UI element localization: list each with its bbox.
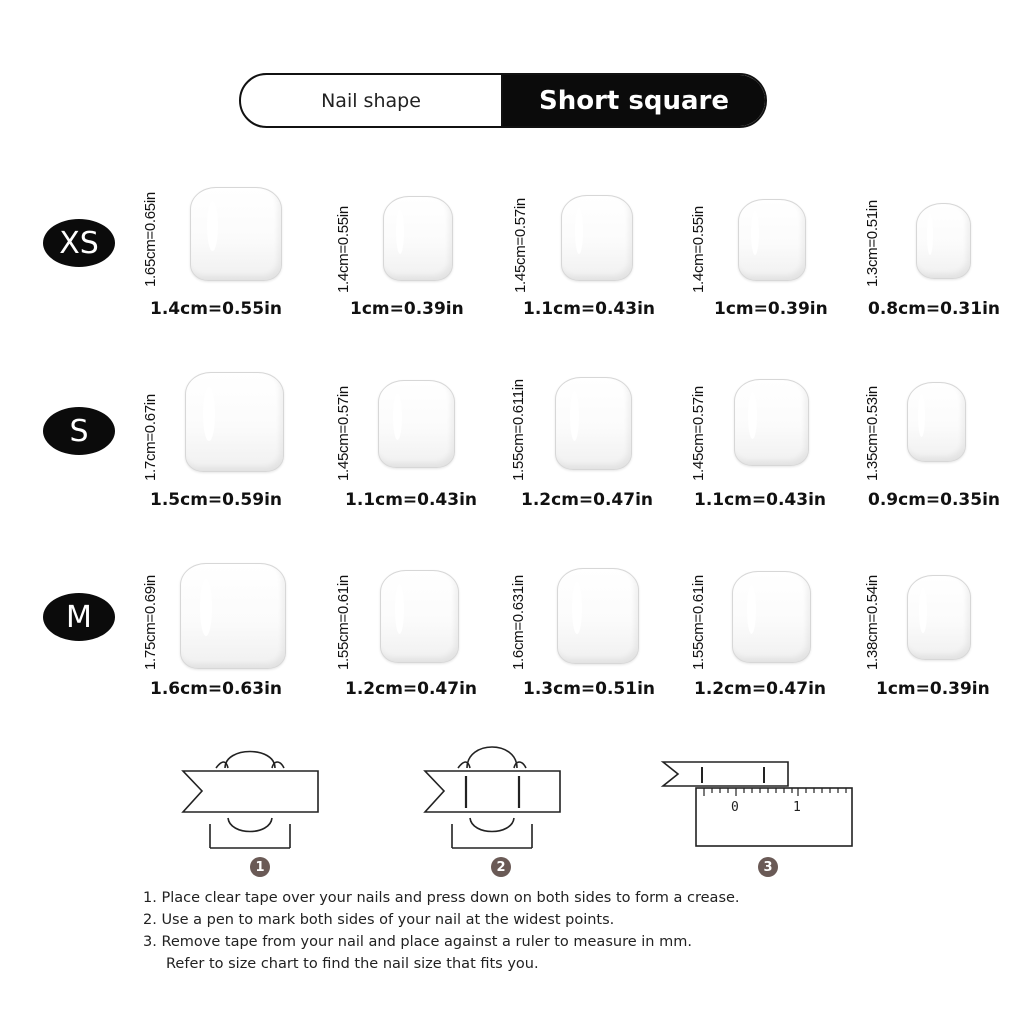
nail-tip — [190, 187, 282, 281]
nail-length-label: 1.45cm=0.57in — [335, 386, 352, 481]
nail-tip — [380, 570, 459, 663]
nail-length-label: 1.38cm=0.54in — [864, 575, 881, 670]
nail-length-label: 1.45cm=0.57in — [690, 386, 707, 481]
ruler-label-1: 1 — [793, 800, 801, 815]
instruction-line-4: Refer to size chart to find the nail size that fits you. — [166, 956, 539, 972]
nail-tip — [732, 571, 811, 663]
nail-tip — [185, 372, 284, 472]
nail-tip — [561, 195, 633, 281]
nail-width-label: 1.3cm=0.51in — [523, 679, 656, 699]
step-1-diagram — [180, 738, 325, 850]
nail-length-label: 1.4cm=0.55in — [690, 206, 707, 293]
instruction-line-3: 3. Remove tape from your nail and place against a ruler to measure in mm. — [143, 934, 692, 950]
nail-width-label: 1.4cm=0.55in — [150, 299, 283, 319]
nail-width-label: 1cm=0.39in — [876, 679, 990, 699]
nail-length-label: 1.3cm=0.51in — [864, 200, 881, 287]
nail-width-label: 0.9cm=0.35in — [868, 490, 1001, 510]
nail-width-label: 1cm=0.39in — [714, 299, 828, 319]
nail-shape-value: Short square — [503, 75, 765, 126]
nail-length-label: 1.55cm=0.61in — [335, 575, 352, 670]
nail-length-label: 1.55cm=0.61in — [690, 575, 707, 670]
instruction-line-2: 2. Use a pen to mark both sides of your nail at the widest points. — [143, 912, 615, 928]
nail-length-label: 1.45cm=0.57in — [512, 198, 529, 293]
nail-length-label: 1.55cm=0.611in — [510, 379, 527, 481]
nail-width-label: 1.1cm=0.43in — [345, 490, 478, 510]
size-badge-xs: XS — [43, 219, 115, 267]
size-badge-m: M — [43, 593, 115, 641]
nail-width-label: 1.1cm=0.43in — [694, 490, 827, 510]
nail-width-label: 0.8cm=0.31in — [868, 299, 1001, 319]
nail-length-label: 1.35cm=0.53in — [864, 386, 881, 481]
step-2-diagram — [422, 738, 567, 850]
step-3-diagram — [660, 755, 856, 851]
nail-length-label: 1.75cm=0.69in — [142, 575, 159, 670]
size-badge-s: S — [43, 407, 115, 455]
step-1-number: 1 — [250, 857, 270, 877]
step-2-number: 2 — [491, 857, 511, 877]
nail-length-label: 1.65cm=0.65in — [142, 192, 159, 287]
nail-tip — [378, 380, 455, 468]
instruction-line-1: 1. Place clear tape over your nails and press down on both sides to form a crease. — [143, 890, 740, 906]
nail-length-label: 1.4cm=0.55in — [335, 206, 352, 293]
nail-tip — [180, 563, 286, 669]
nail-tip — [734, 379, 809, 466]
nail-width-label: 1.1cm=0.43in — [523, 299, 656, 319]
nail-tip — [383, 196, 453, 281]
nail-shape-label: Nail shape — [241, 75, 503, 126]
nail-tip — [557, 568, 639, 664]
nail-width-label: 1.2cm=0.47in — [521, 490, 654, 510]
nail-width-label: 1.2cm=0.47in — [694, 679, 827, 699]
ruler-label-0: 0 — [731, 800, 739, 815]
nail-shape-pill — [239, 73, 767, 128]
nail-tip — [907, 575, 971, 660]
step-3-number: 3 — [758, 857, 778, 877]
nail-length-label: 1.6cm=0.631in — [510, 575, 527, 670]
nail-tip — [738, 199, 806, 281]
nail-width-label: 1.5cm=0.59in — [150, 490, 283, 510]
nail-tip — [555, 377, 632, 470]
nail-tip — [907, 382, 966, 462]
nail-width-label: 1cm=0.39in — [350, 299, 464, 319]
nail-width-label: 1.2cm=0.47in — [345, 679, 478, 699]
nail-length-label: 1.7cm=0.67in — [142, 394, 159, 481]
nail-width-label: 1.6cm=0.63in — [150, 679, 283, 699]
nail-tip — [916, 203, 971, 279]
